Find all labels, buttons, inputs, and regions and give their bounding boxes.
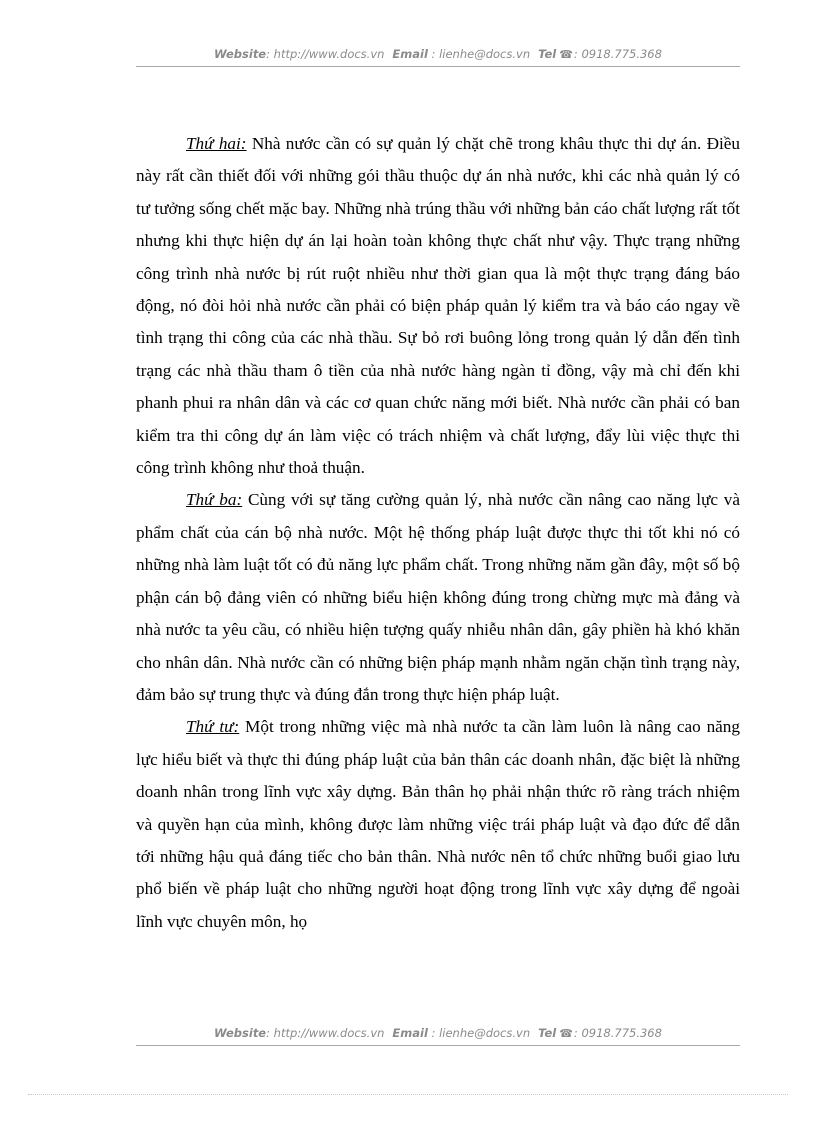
header-website-value[interactable]: : http://www.docs.vn [266,47,385,61]
paragraph-text: Cùng với sự tăng cường quản lý, nhà nước cần nâng cao năng lực và phẩm chất của cán bộ nhà nước. Một hệ thống pháp luật được thực thi tốt khi nó có những nhà làm luật tốt có đủ năng lực phẩm chất. Trong những năm gần đây, một số bộ phận cán bộ đảng viên có những biểu hiện không đúng trong chừng mực mà đảng và nhà nước ta yêu cầu, có nhiều hiện tượng quấy nhiễu nhân dân, gây phiền hà khó khăn cho nhân dân. Nhà nước cần có những biện pháp mạnh nhằm ngăn chặn tình trạng này, đảm bảo sự trung thực và đúng đắn trong thực hiện pháp luật. [136,490,740,704]
paragraph-lead: Thứ tư: [186,717,240,737]
footer-website-value[interactable]: : http://www.docs.vn [266,1026,385,1040]
footer-tel-label: Tel [538,1026,557,1040]
footer-website-label: Website [214,1026,267,1040]
header-website-label: Website [214,47,267,61]
footer-email-value[interactable]: : lienhe@docs.vn [427,1026,531,1040]
header-email-label: Email [392,47,428,61]
telephone-icon: ☎ [559,48,573,61]
paragraph-lead: Thứ hai: [186,134,247,153]
paragraph-thu-hai [136,128,740,484]
header-tel-label: Tel [538,47,557,61]
paragraph-text: Một trong những việc mà nhà nước ta cần làm luôn là nâng cao năng lực hiểu biết và thực thi đúng pháp luật của bản thân các doanh nhân, đặc biệt là những doanh nhân trong lĩnh vực xây dựng. Bản thân họ phải nhận thức rõ ràng trách nhiệm và quyền hạn của mình, không được làm những việc trái pháp luật và đạo đức để dẫn tới những hậu quả đáng tiếc cho bản thân. Nhà nước nên tổ chức những buổi giao lưu phổ biến về pháp luật cho những người hoạt động trong lĩnh vực xây dựng để ngoài lĩnh vực chuyên môn, họ [136,717,740,931]
document-body [136,128,740,938]
footer-divider [136,1045,740,1046]
telephone-icon: ☎ [559,1027,573,1040]
paragraph-lead: Thứ ba: [186,490,243,510]
footer-tel-value: : 0918.775.368 [573,1026,662,1040]
paragraph-thu-ba [136,484,740,711]
header-divider [136,66,740,67]
page-boundary [28,1094,788,1095]
header-tel-value: : 0918.775.368 [573,47,662,61]
header-email-value[interactable]: : lienhe@docs.vn [427,47,531,61]
footer-email-label: Email [392,1026,428,1040]
paragraph-thu-tu [136,711,740,938]
page-header [136,47,740,61]
paragraph-text: Nhà nước cần có sự quản lý chặt chẽ trong khâu thực thi dự án. Điều này rất cần thiết đối với những gói thầu thuộc dự án nhà nước, khi các nhà quản lý có tư tưởng sống chết mặc bay. Những nhà trúng thầu với những bản cáo chất lượng rất tốt nhưng khi thực hiện dự án lại hoàn toàn không thực chất như vậy. Thực trạng những công trình nhà nước bị rút ruột nhiều như thời gian qua là một thực trạng đáng báo động, nó đòi hỏi nhà nước cần phải có biện pháp quản lý kiểm tra và báo cáo ngay về tình trạng thi công của các nhà thầu. Sự bỏ rơi buông lỏng trong quản lý dẫn đến tình trạng các nhà thầu tham ô tiền của nhà nước hàng ngàn tỉ đồng, vậy mà chỉ đến khi phanh phui ra nhân dân và các cơ quan chức năng mới biết. Nhà nước cần phải có ban kiểm tra thi công dự án làm việc có trách nhiệm và chất lượng, đẩy lùi việc thực thi công trình không như thoả thuận. [136,134,740,478]
page-footer [136,1026,740,1040]
